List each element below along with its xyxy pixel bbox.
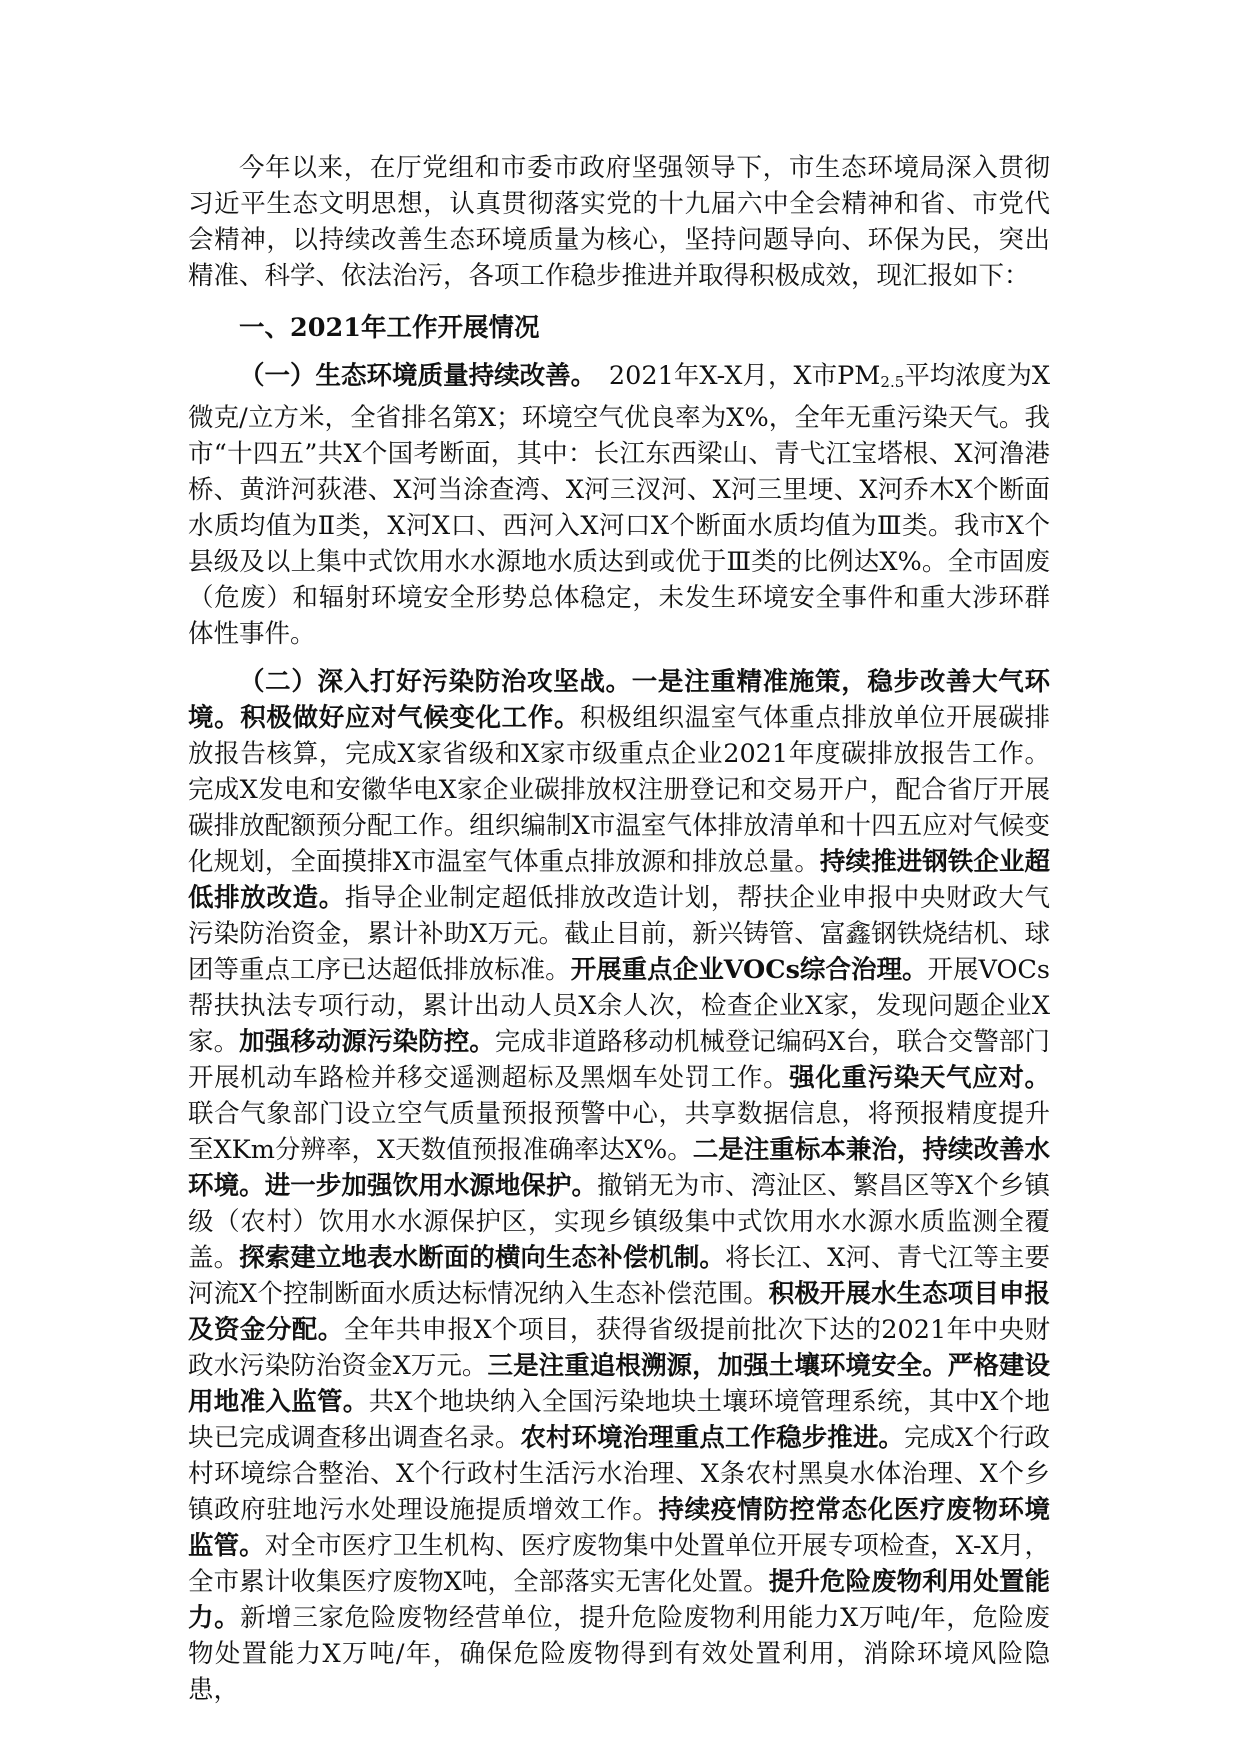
bold-subhead: 持续疫情防控常态化医疗废物环境监管。 [188,1495,1050,1561]
bold-subhead: 开展重点企业VOCs综合治理。 [570,955,928,985]
bold-subhead: 农村环境治理重点工作稳步推进。 [520,1423,904,1453]
bold-subhead: 强化重污染天气应对。 [789,1063,1050,1093]
bold-subhead: 积极开展水生态项目申报及资金分配。 [188,1279,1050,1345]
bold-subhead: 三是注重追根溯源，加强土壤环境安全。严格建设用地准入监管。 [188,1351,1050,1417]
paragraph-lead: （二）深入打好污染防治攻坚战。一是注重精准施策，稳步改善大气环境。积极做好应对气候变化工作。 [188,667,1050,733]
pm-subscript: 2.5 [880,373,905,391]
paragraph-text: 2021年X-X月，X市PM [583,361,881,391]
bold-subhead: 探索建立地表水断面的横向生态补偿机制。 [239,1243,725,1273]
bold-subhead: 二是注重标本兼治，持续改善水环境。进一步加强饮用水源地保护。 [188,1135,1050,1201]
document-page [188,150,1050,1708]
paragraph-text: 开展VOCs帮扶执法专项行动，累计出动人员X余人次，检查企业X家，发现问题企业X家。 [188,955,1050,1057]
paragraph-environment-quality [188,358,1050,652]
paragraph-text: 完成非道路移动机械登记编码X台，联合交警部门开展机动车路检并移交遥测超标及黑烟车处罚工作。 [188,1027,1050,1093]
paragraph-text: 平均浓度为X微克/立方米，全省排名第X；环境空气优良率为X%，全年无重污染天气。我市“十四五”共X个国考断面，其中：长江东西梁山、青弋江宝塔根、X河澛港桥、黄浒河荻港、X河当涂查湾、X河三汊河、X河三里埂、X河乔木X个断面水质均值为Ⅱ类，X河X口、西河入X河口X个断面水质均值为Ⅲ类。我市X个县级及以上集中式饮用水水源地水质达到或优于Ⅲ类的比例达X%。全市固废（危废）和辐射环境安全形势总体稳定，未发生环境安全事件和重大涉环群体性事件。 [188,361,1050,649]
section-heading: 一、2021年工作开展情况 [239,313,540,343]
intro-paragraph: 今年以来，在厅党组和市委市政府坚强领导下，市生态环境局深入贯彻习近平生态文明思想，认真贯彻落实党的十九届六中全会精神和省、市党代会精神，以持续改善生态环境质量为核心，坚持问题导向、环保为民，突出精准、科学、依法治污，各项工作稳步推进并取得积极成效，现汇报如下： [188,153,1050,291]
bold-subhead: 持续推进钢铁企业超低排放改造。 [188,847,1050,913]
paragraph-text: 撤销无为市、湾沚区、繁昌区等X个乡镇级（农村）饮用水水源保护区，实现乡镇级集中式饮用水水源水质监测全覆盖。 [188,1171,1050,1273]
paragraph-text: 共X个地块纳入全国污染地块土壤环境管理系统，其中X个地块已完成调查移出调查名录。 [188,1387,1050,1453]
paragraph-text: 对全市医疗卫生机构、医疗废物集中处置单位开展专项检查，X-X月，全市累计收集医疗废物X吨，全部落实无害化处置。 [188,1531,1050,1597]
paragraph-text: 全年共申报X个项目，获得省级提前批次下达的2021年中央财政水污染防治资金X万元。 [188,1315,1050,1381]
paragraph-text: 新增三家危险废物经营单位，提升危险废物利用能力X万吨/年，危险废物处置能力X万吨/年，确保危险废物得到有效处置利用，消除环境风险隐患， [188,1603,1050,1705]
paragraph-text: 指导企业制定超低排放改造计划，帮扶企业申报中央财政大气污染防治资金，累计补助X万元。截止目前，新兴铸管、富鑫钢铁烧结机、球团等重点工序已达超低排放标准。 [188,883,1050,985]
paragraph-text: 积极组织温室气体重点排放单位开展碳排放报告核算，完成X家省级和X家市级重点企业2021年度碳排放报告工作。完成X发电和安徽华电X家企业碳排放权注册登记和交易开户，配合省厅开展碳排放配额预分配工作。组织编制X市温室气体排放清单和十四五应对气候变化规划，全面摸排X市温室气体重点排放源和排放总量。 [188,703,1050,877]
paragraph-pollution-prevention [188,664,1050,1708]
paragraph-text: 完成X个行政村环境综合整治、X个行政村生活污水治理、X条农村黑臭水体治理、X个乡镇政府驻地污水处理设施提质增效工作。 [188,1423,1050,1525]
paragraph-text: 联合气象部门设立空气质量预报预警中心，共享数据信息，将预报精度提升至XKm分辨率，X天数值预报准确率达X%。 [188,1099,1050,1165]
bold-subhead: 提升危险废物利用处置能力。 [188,1567,1050,1633]
paragraph-text: 将长江、X河、青弋江等主要河流X个控制断面水质达标情况纳入生态补偿范围。 [188,1243,1050,1309]
paragraph-lead: （一）生态环境质量持续改善。 [239,361,584,391]
bold-subhead: 加强移动源污染防控。 [239,1027,495,1057]
